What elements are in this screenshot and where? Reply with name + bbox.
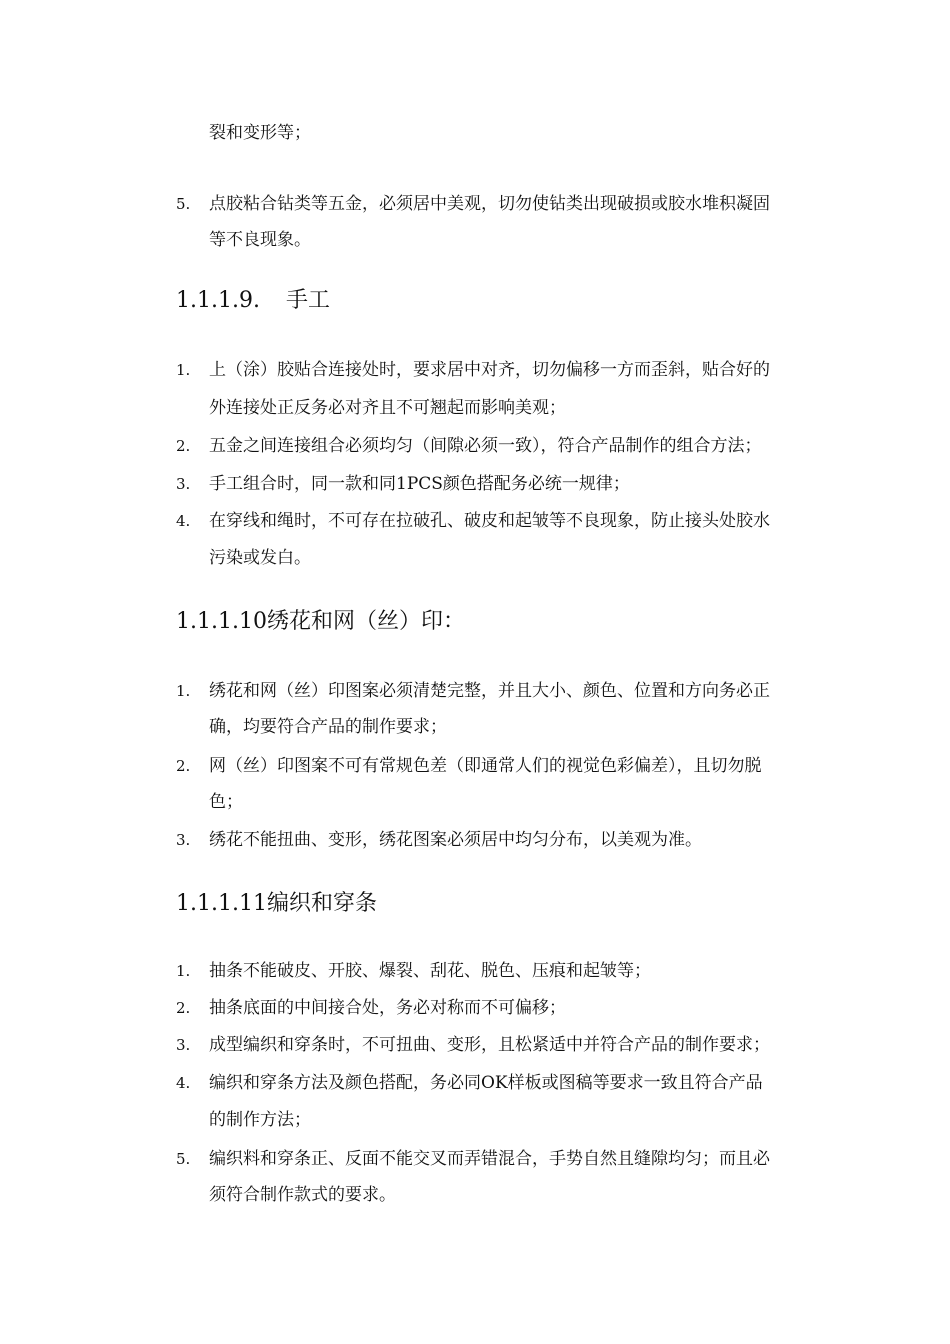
section-number: 1.1.1.10: [176, 609, 267, 634]
list-number: 4.: [176, 512, 191, 530]
list-number: 3.: [176, 831, 191, 849]
list-number: 2.: [176, 999, 191, 1017]
list-item-text: 须符合制作款式的要求。: [209, 1185, 396, 1205]
list-number: 1.: [176, 361, 191, 379]
section-title: 编织和穿条: [266, 891, 377, 916]
list-item-text: 污染或发白。: [209, 548, 311, 568]
section-title: 绣花和网（丝）印：: [266, 609, 465, 634]
section-heading: [176, 890, 377, 918]
list-item-text: 点胶粘合钻类等五金，必须居中美观，切勿使钻类出现破损或胶水堆积凝固: [209, 194, 770, 214]
list-item-text: 等不良现象。: [209, 230, 311, 250]
section-heading: [176, 287, 330, 315]
continuation-text: 裂和变形等；: [209, 123, 311, 143]
list-number: 2.: [176, 437, 191, 455]
list-item-text: 网（丝）印图案不可有常规色差（即通常人们的视觉色彩偏差），且切勿脱: [209, 756, 762, 776]
list-number: 5.: [176, 1150, 191, 1168]
list-number: 3.: [176, 1036, 191, 1054]
list-item-text: 色；: [209, 792, 243, 812]
list-item-text: 成型编织和穿条时，不可扭曲、变形，且松紧适中并符合产品的制作要求；: [209, 1035, 770, 1055]
list-item-text: 确，均要符合产品的制作要求；: [209, 717, 447, 737]
section-title: 手工: [285, 288, 330, 313]
list-number: 4.: [176, 1074, 191, 1092]
list-item-text: 编织料和穿条正、反面不能交叉而弄错混合，手势自然且缝隙均匀；而且必: [209, 1149, 770, 1169]
list-item-text: 的制作方法；: [209, 1110, 311, 1130]
list-number: 1.: [176, 682, 191, 700]
list-item-text: 绣花不能扭曲、变形，绣花图案必须居中均匀分布，以美观为准。: [209, 830, 702, 850]
list-item-text: 外连接处正反务必对齐且不可翘起而影响美观；: [209, 398, 566, 418]
section-heading: [176, 608, 465, 636]
list-item-text: 绣花和网（丝）印图案必须清楚完整，并且大小、颜色、位置和方向务必正: [209, 681, 770, 701]
list-number: 2.: [176, 757, 191, 775]
section-number: 1.1.1.9.: [176, 288, 260, 313]
section-number: 1.1.1.11: [176, 891, 267, 916]
list-item-text: 在穿线和绳时，不可存在拉破孔、破皮和起皱等不良现象，防止接头处胶水: [209, 511, 770, 531]
list-item-text: 编织和穿条方法及颜色搭配，务必同OK样板或图稿等要求一致且符合产品: [209, 1073, 763, 1093]
list-item-text: 抽条不能破皮、开胶、爆裂、刮花、脱色、压痕和起皱等；: [209, 961, 651, 981]
list-number: 1.: [176, 962, 191, 980]
list-item-text: 五金之间连接组合必须均匀（间隙必须一致），符合产品制作的组合方法；: [209, 436, 762, 456]
list-number: 3.: [176, 475, 191, 493]
list-number: 5.: [176, 195, 191, 213]
list-item-text: 手工组合时，同一款和同1PCS颜色搭配务必统一规律；: [209, 474, 630, 494]
list-item-text: 上（涂）胶贴合连接处时，要求居中对齐，切勿偏移一方而歪斜，贴合好的: [209, 360, 770, 380]
list-item-text: 抽条底面的中间接合处，务必对称而不可偏移；: [209, 998, 566, 1018]
